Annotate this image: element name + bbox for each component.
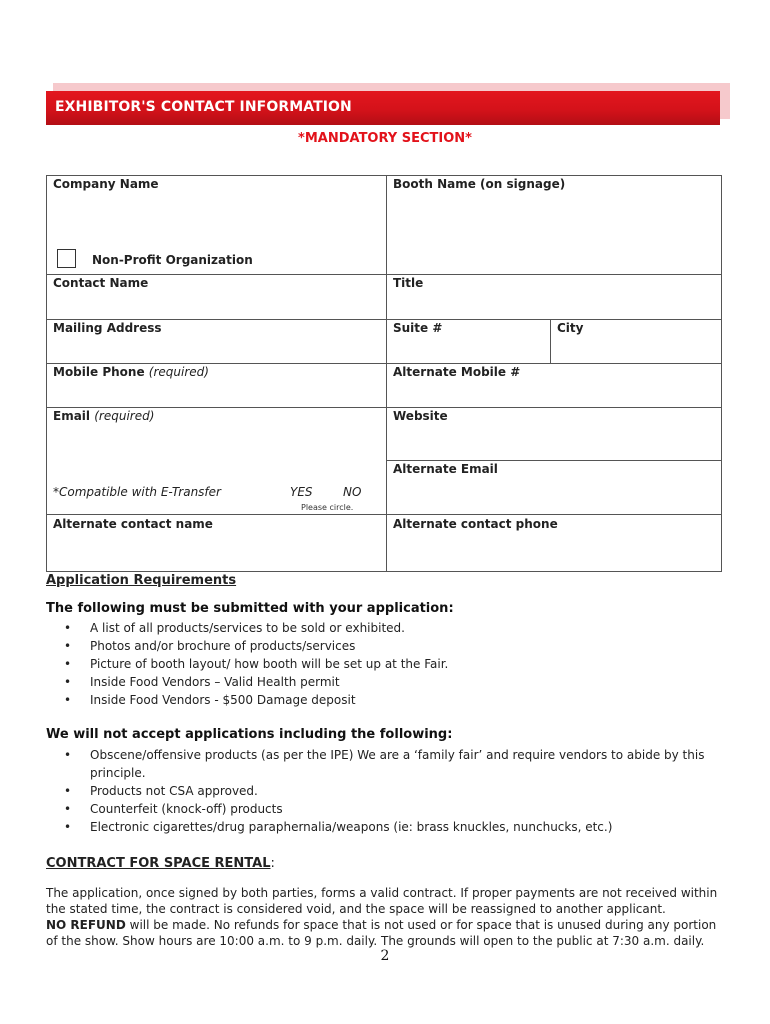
bullet-icon: •	[64, 748, 72, 762]
contract-line: the stated time, the contract is considered void, and the space will be reassigned to another applicant.	[46, 902, 666, 916]
list-item	[64, 691, 448, 709]
contract-heading	[46, 856, 275, 871]
contract-paragraph	[46, 885, 726, 949]
etransfer-label: *Compatible with E-Transfer	[53, 485, 221, 499]
alternate-contact-phone-label: Alternate contact phone	[393, 517, 558, 531]
list-item-text: Counterfeit (knock-off) products	[90, 802, 283, 816]
requirements-list	[64, 619, 448, 709]
title-field[interactable]	[386, 274, 722, 320]
title-label: Title	[393, 276, 424, 290]
contract-line	[46, 917, 726, 933]
bullet-icon: •	[64, 820, 72, 834]
etransfer-yes-option[interactable]: YES	[290, 485, 313, 499]
no-refund-text: NO REFUND	[46, 918, 126, 932]
list-item	[64, 800, 704, 818]
bullet-icon: •	[64, 621, 72, 635]
email-text: Email	[53, 409, 91, 423]
bullet-icon: •	[64, 675, 72, 689]
contract-heading-text: CONTRACT FOR SPACE RENTAL	[46, 856, 271, 871]
exclusions-heading: We will not accept applications including the following:	[46, 727, 453, 742]
list-item	[64, 782, 704, 800]
contact-name-label: Contact Name	[53, 276, 149, 290]
contract-heading-colon: :	[270, 856, 275, 871]
list-item-text: Picture of booth layout/ how booth will be set up at the Fair.	[90, 657, 449, 671]
bullet-icon: •	[64, 657, 72, 671]
email-required-note: (required)	[94, 409, 155, 423]
bullet-icon: •	[64, 693, 72, 707]
requirements-intro: The following must be submitted with your application:	[46, 601, 454, 616]
non-profit-checkbox[interactable]	[57, 249, 76, 268]
alternate-email-label: Alternate Email	[393, 462, 498, 476]
section-banner: EXHIBITOR'S CONTACT INFORMATION	[46, 91, 720, 125]
list-item-text: Photos and/or brochure of products/services	[90, 639, 356, 653]
list-item	[64, 619, 448, 637]
company-name-label: Company Name	[53, 177, 159, 191]
list-item	[64, 655, 448, 673]
bullet-icon: •	[64, 802, 72, 816]
exclusions-list	[64, 746, 704, 836]
mobile-phone-text: Mobile Phone	[53, 365, 145, 379]
list-item-text: Products not CSA approved.	[90, 784, 258, 798]
etransfer-no-option[interactable]: NO	[343, 485, 362, 499]
non-profit-label: Non-Profit Organization	[92, 253, 253, 267]
contract-line-text: will be made. No refunds for space that is not used or for space that is unused during any portion	[125, 918, 717, 932]
requirements-heading: Application Requirements	[46, 573, 237, 588]
city-label: City	[557, 321, 584, 335]
suite-label: Suite #	[393, 321, 443, 335]
list-item	[64, 818, 704, 836]
contract-line: The application, once signed by both parties, forms a valid contract. If proper payments are not received within	[46, 886, 718, 900]
list-item-text: Inside Food Vendors – Valid Health permit	[90, 675, 340, 689]
list-item-text: principle.	[90, 766, 146, 780]
page-number: 2	[380, 948, 390, 964]
please-circle-note: Please circle.	[301, 503, 354, 512]
mailing-address-label: Mailing Address	[53, 321, 162, 335]
website-label: Website	[393, 409, 448, 423]
bullet-icon: •	[64, 784, 72, 798]
alternate-mobile-label: Alternate Mobile #	[393, 365, 521, 379]
mobile-phone-required-note: (required)	[148, 365, 209, 379]
contract-line: of the show. Show hours are 10:00 a.m. to 9 p.m. daily. The grounds will open to the public at 7:30 a.m. daily.	[46, 934, 705, 948]
list-item-text: Electronic cigarettes/drug paraphernalia/weapons (ie: brass knuckles, nunchucks, etc.)	[90, 820, 613, 834]
list-item	[64, 673, 448, 691]
mobile-phone-label	[53, 365, 209, 379]
bullet-icon: •	[64, 639, 72, 653]
alternate-contact-name-label: Alternate contact name	[53, 517, 213, 531]
booth-name-label: Booth Name (on signage)	[393, 177, 566, 191]
mandatory-label: *MANDATORY SECTION*	[298, 131, 472, 146]
list-item	[64, 746, 704, 764]
email-label	[53, 409, 154, 423]
list-item-text: Obscene/offensive products (as per the IPE) We are a ‘family fair’ and require vendors to abide by this	[90, 748, 705, 762]
list-item-continuation	[64, 764, 704, 782]
list-item-text: Inside Food Vendors - $500 Damage deposit	[90, 693, 356, 707]
list-item	[64, 637, 448, 655]
list-item-text: A list of all products/services to be sold or exhibited.	[90, 621, 405, 635]
